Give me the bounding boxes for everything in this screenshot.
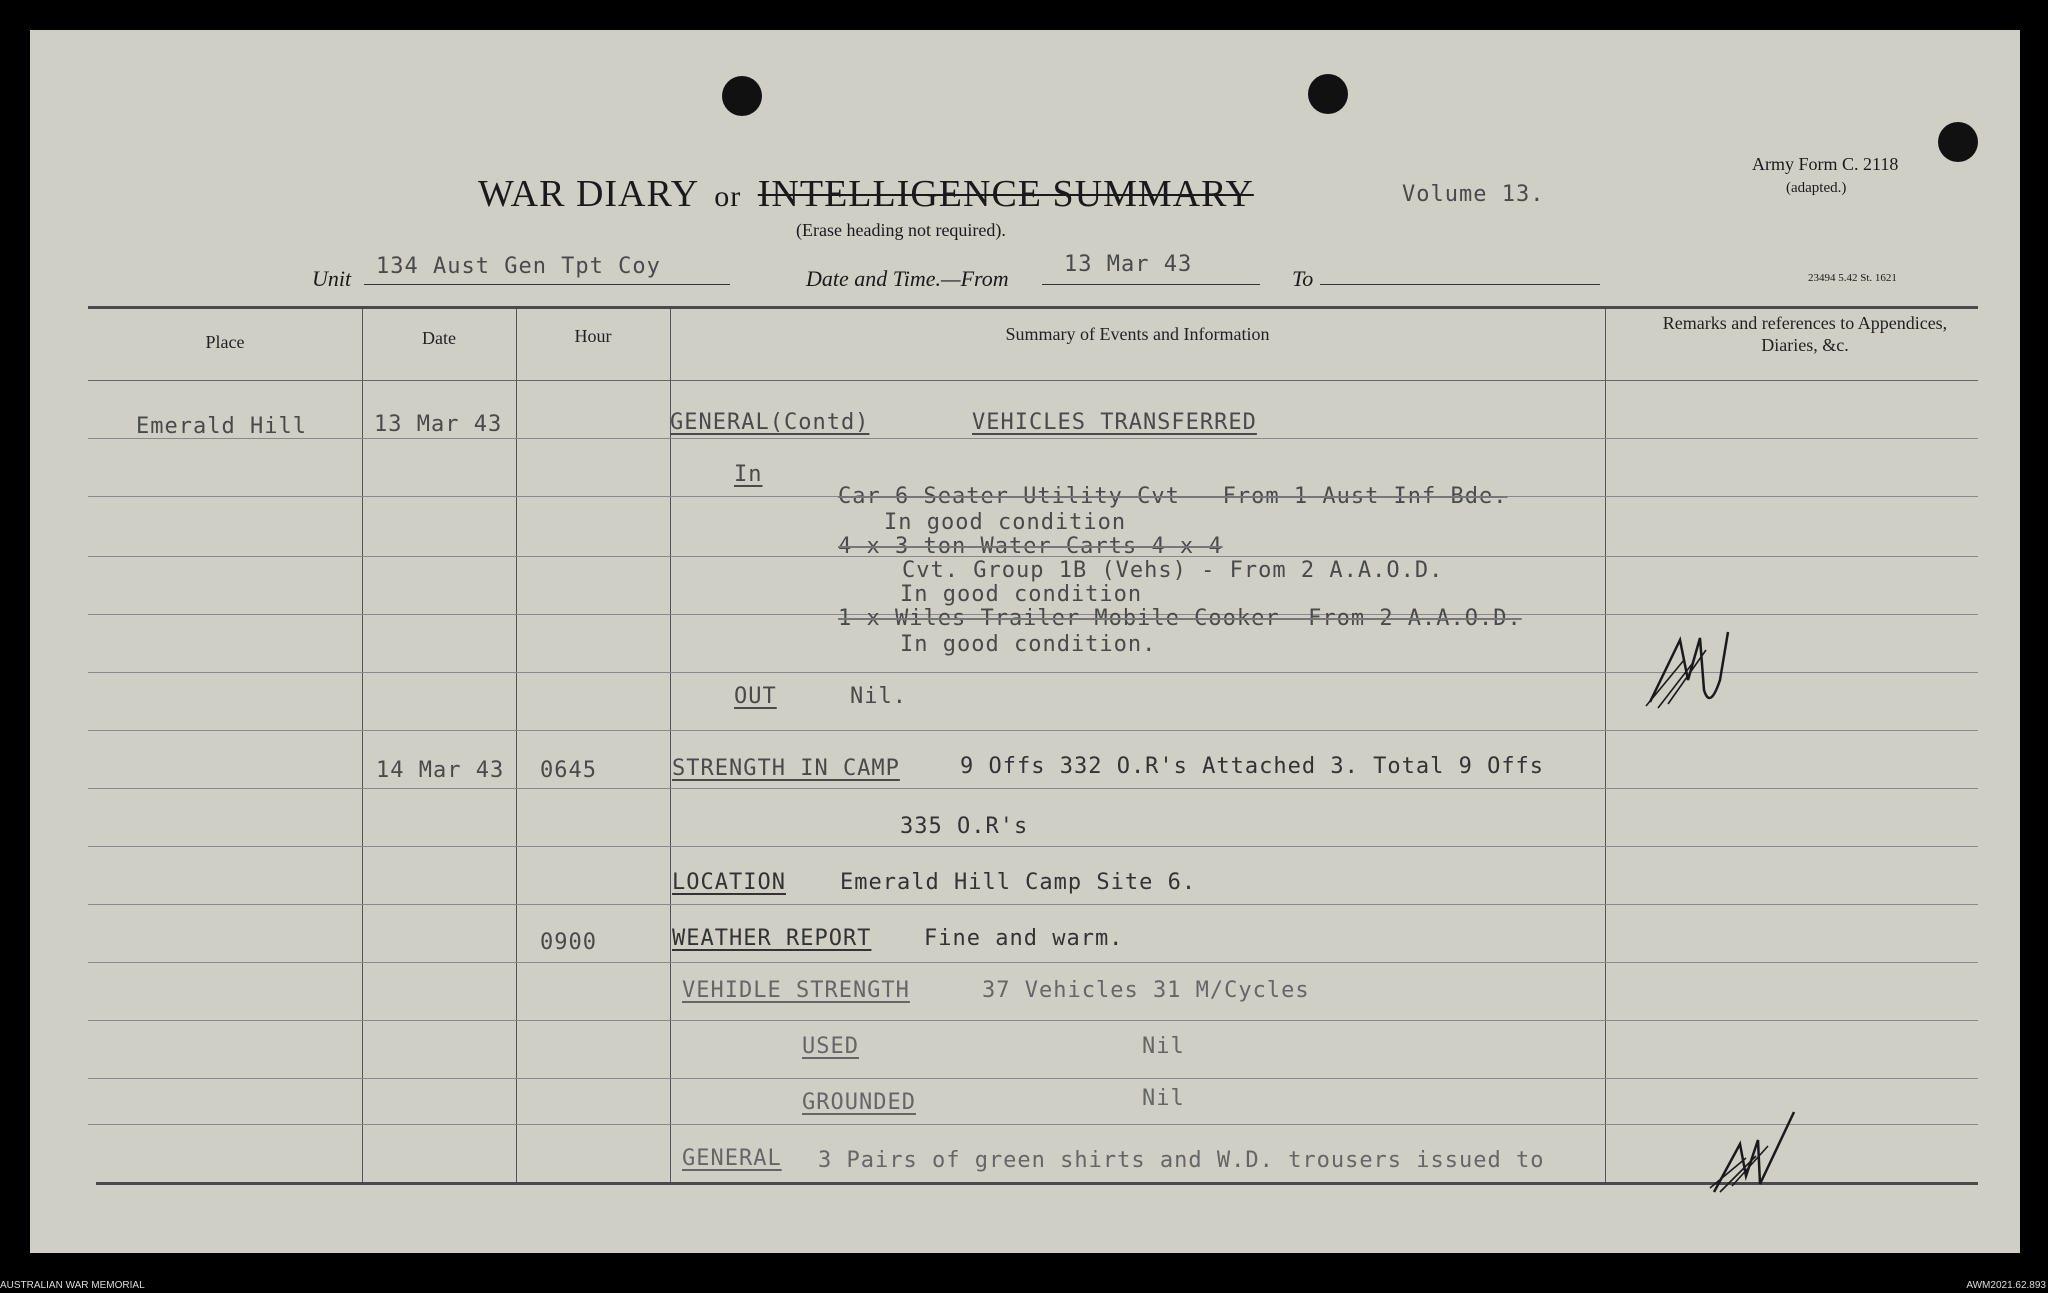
title-war-diary: WAR DIARY [478,173,698,215]
title-or: or [714,180,742,213]
unit-value: 134 Aust Gen Tpt Coy [376,254,661,279]
used-label: USED [802,1034,859,1059]
general-value: 3 Pairs of green shirts and W.D. trousers issued to [818,1148,1545,1173]
column-divider [670,309,671,1182]
weather-value: Fine and warm. [924,926,1124,951]
header-summary: Summary of Events and Information [1005,324,1270,344]
date-entry: 13 Mar 43 [374,412,503,437]
volume-label: Volume 13. [1402,182,1545,207]
hour-entry: 0645 [540,758,597,783]
header-hour: Hour [574,326,612,346]
place-entry: Emerald Hill [136,414,307,439]
in-label: In [734,462,763,487]
section-heading: GENERAL(Contd) [670,410,870,435]
row-rule [88,962,1978,963]
grounded-value: Nil [1142,1086,1185,1111]
used-value: Nil [1142,1034,1185,1059]
summary-line: In good condition [884,510,1127,535]
summary-line: Car 6 Seater Utility Cvt - From 1 Aust Inf Bde. [838,484,1508,509]
section-heading: GENERAL [682,1146,782,1171]
section-heading: VEHIDLE STRENGTH [682,978,910,1003]
vehicle-strength-value: 37 Vehicles 31 M/Cycles [982,978,1310,1003]
diary-title [478,172,1254,216]
print-code: 23494 5.42 St. 1621 [1808,272,1897,284]
summary-line: Cvt. Group 1B (Vehs) - From 2 A.A.O.D. [902,558,1444,583]
from-rule [1042,284,1260,285]
punch-hole [1938,122,1978,162]
hour-entry: 0900 [540,930,597,955]
summary-line: 1 x Wiles Trailer Mobile Cooker -From 2 A.A.O.D. [838,606,1522,631]
grounded-label: GROUNDED [802,1090,916,1115]
army-form: Army Form C. 2118 [1752,154,1899,174]
unit-rule [364,284,730,285]
row-rule [88,788,1978,789]
strength-value: 9 Offs 332 O.R's Attached 3. Total 9 Offs [960,754,1545,779]
column-divider [1605,309,1606,1182]
date-entry: 14 Mar 43 [376,758,505,783]
footer-credit: AUSTRALIAN WAR MEMORIAL [0,1280,145,1291]
strength-value-cont: 335 O.R's [900,814,1029,839]
header-remarks: Remarks and references to Appendices, Diaries, &c. [1662,313,1948,355]
section-heading: VEHICLES TRANSFERRED [972,410,1257,435]
column-divider [362,309,363,1182]
section-heading: WEATHER REPORT [672,926,872,951]
section-heading: STRENGTH IN CAMP [672,756,900,781]
location-value: Emerald Hill Camp Site 6. [840,870,1197,895]
table-bottom-border [96,1182,1978,1185]
punch-hole [1308,74,1348,114]
erase-note: (Erase heading not required). [796,220,1006,240]
row-rule [88,904,1978,905]
row-rule [88,380,1978,381]
punch-hole [722,76,762,116]
signature-initials [1706,1106,1806,1206]
title-intelligence-summary: INTELLIGENCE SUMMARY [757,173,1254,215]
footer-reference: AWM2021.62.893 [1966,1280,2046,1291]
section-heading: LOCATION [672,870,786,895]
summary-line: In good condition. [900,632,1157,657]
column-divider [516,309,517,1182]
row-rule [88,1020,1978,1021]
header-date: Date [422,328,456,348]
row-rule [88,730,1978,731]
row-rule [88,1124,1978,1125]
row-rule [88,1078,1978,1079]
signature-initials [1640,620,1740,720]
header-place: Place [205,332,245,352]
datetime-label: Date and Time.—From [806,266,1009,291]
summary-line: In good condition [900,582,1143,607]
out-label: OUT [734,684,777,709]
unit-label: Unit [312,266,352,291]
diary-page [30,30,2020,1253]
to-rule [1320,284,1600,285]
adapted-label: (adapted.) [1786,180,1847,196]
to-label: To [1292,266,1314,291]
row-rule [88,438,1978,439]
datetime-value: 13 Mar 43 [1064,252,1193,277]
row-rule [88,846,1978,847]
table-top-border [88,306,1978,309]
out-value: Nil. [850,684,907,709]
summary-line: 4 x 3 ton Water Carts 4 x 4 [838,534,1223,559]
